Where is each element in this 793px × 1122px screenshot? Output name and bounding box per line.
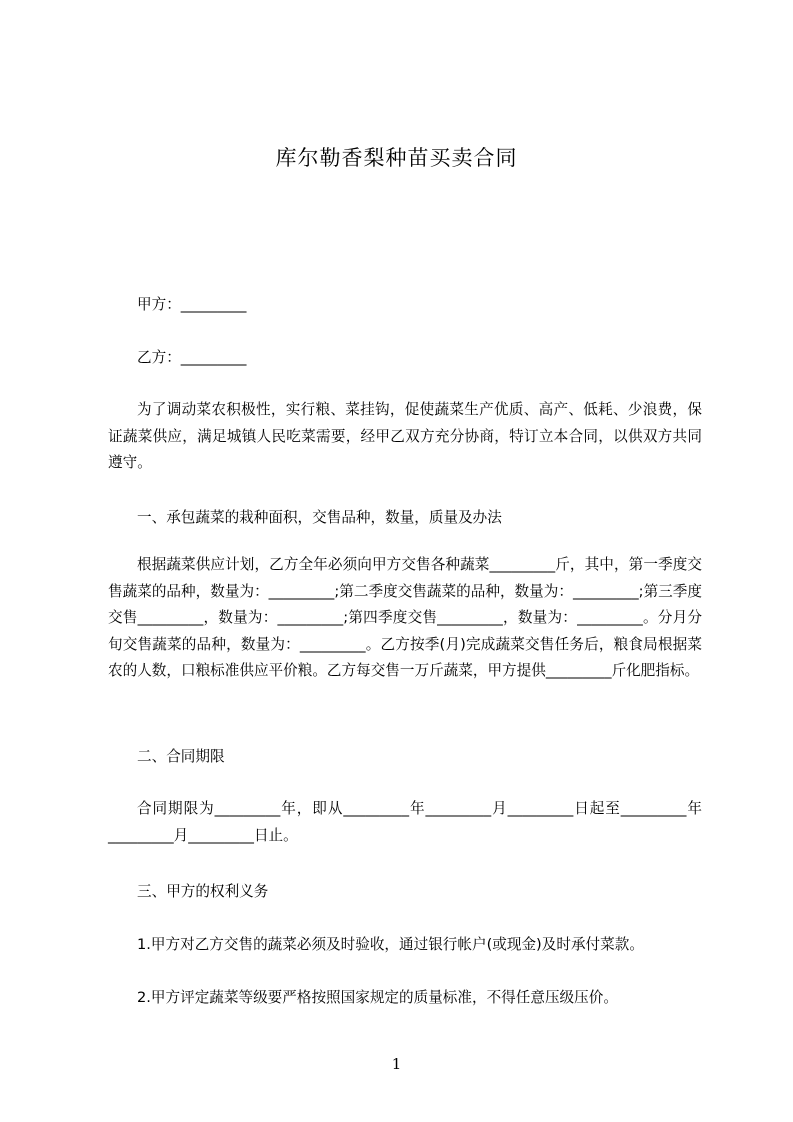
party-a-line: 甲方：_________ xyxy=(137,296,247,313)
section-2-heading: 二、合同期限 xyxy=(137,748,225,765)
section-1-heading: 一、承包蔬菜的栽种面积，交售品种，数量，质量及办法 xyxy=(137,509,502,526)
party-b-line: 乙方：_________ xyxy=(137,349,247,366)
section-1-body: 根据蔬菜供应计划，乙方全年必须向甲方交售各种蔬菜_________斤，其中，第一季度交售蔬菜的品种，数量为：_________;第二季度交售蔬菜的品种，数量为：_________;第三季度交售_________，数量为：_________;第四季度交售_________，数量为：_________。分月分旬交售蔬菜的品种，数量为：_________。乙方按季(月)完成蔬菜交售任务后，粮食局根据菜农的人数，口粮标准供应平价粮。乙方每交售一万斤蔬菜，甲方提供_________斤化肥指标。 xyxy=(108,556,702,679)
section-3-item-1: 1.甲方对乙方交售的蔬菜必须及时验收，通过银行帐户(或现金)及时承付菜款。 xyxy=(137,936,644,953)
page-number: 1 xyxy=(391,1055,402,1073)
section-2-body: 合同期限为_________年，即从_________年_________月_________日起至_________年_________月_________日止。 xyxy=(108,800,702,844)
document-title: 库尔勒香梨种苗买卖合同 xyxy=(275,146,518,170)
preamble-paragraph: 为了调动菜农积极性，实行粮、菜挂钩，促使蔬菜生产优质、高产、低耗、少浪费，保证蔬菜供应，满足城镇人民吃菜需要，经甲乙双方充分协商，特订立本合同，以供双方共同遵守。 xyxy=(108,401,702,471)
section-3-item-2: 2.甲方评定蔬菜等级要严格按照国家规定的质量标准，不得任意压级压价。 xyxy=(137,989,618,1006)
section-3-heading: 三、甲方的权利义务 xyxy=(137,883,269,900)
